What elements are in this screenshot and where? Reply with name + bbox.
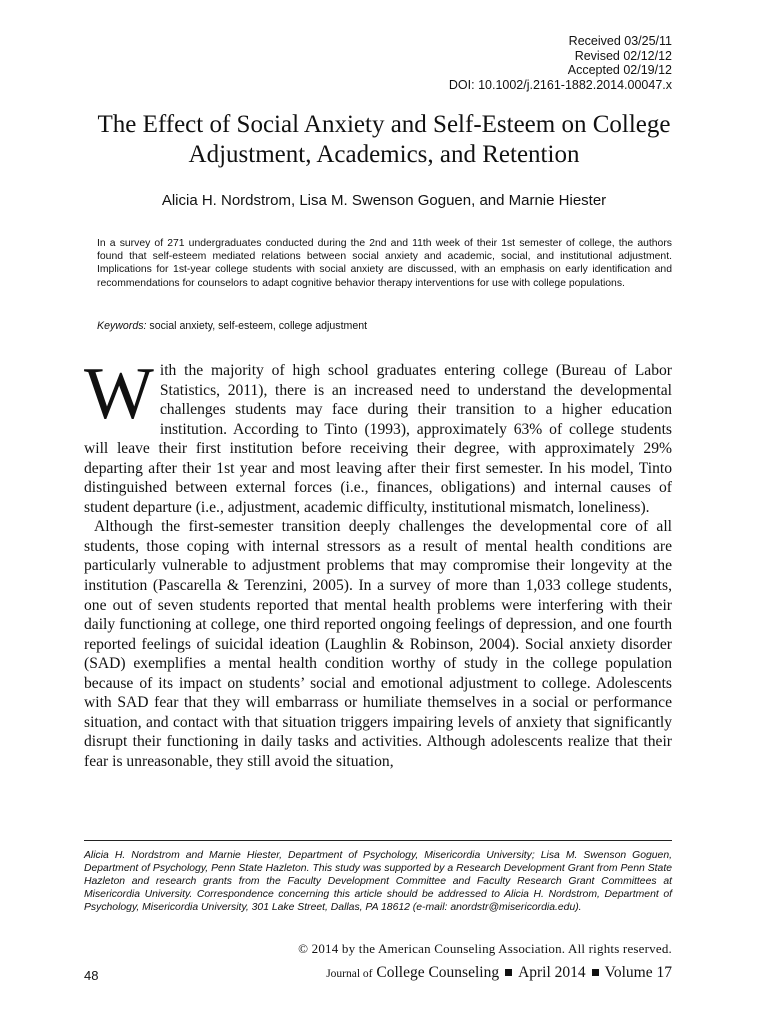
copyright-notice: © 2014 by the American Counseling Association. All rights reserved. [298, 941, 672, 956]
abstract: In a survey of 271 undergraduates conducted during the 2nd and 11th week of their 1st semester of college, the authors found that self-esteem mediated relations between social anxiety and academic, social, and institutional adjustment. Implications for 1st-year college students with social anxiety are discussed, with an emphasis on early identification and recommendations for counselors to adapt cognitive behavior therapy interventions for use with college populations. [97, 238, 672, 289]
body-paragraph-2: Although the first-semester transition deeply challenges the developmental core of all students, those coping with internal stressors as a result of mental health conditions are particularly vulnerable to adjustment problems that may compromise their longevity at the institution (Pascarella & Terenzini, 2005). In a survey of more than 1,033 college students, one out of seven students reported that mental health problems were interfering with their daily functioning at college, one third reported ongoing feelings of depression, and one fourth reported feelings of suicidal ideation (Laughlin & Robinson, 2004). Social anxiety disorder (SAD) exemplifies a mental health condition worthy of study in the college population because of its impact on students’ social and emotional adjustment to college. Adolescents with SAD fear that they will embarrass or humiliate themselves in a social or performance situation, and contact with that situation triggers impairing levels of anxiety that significantly disrupt their functioning in daily tasks and activities. Although adolescents realize that their fear is unreasonable, they still avoid the situation, [84, 518, 672, 770]
paragraph-1-text: ith the majority of high school graduates entering college (Bureau of Labor Statistics, 2011), there is an increased need to understand the developmental challenges students may face during their transition to a higher education institution. According to Tinto (1993), approximately 63% of college students will leave their first institution before receiving their degree, with approximately 29% departing after their 1st year and most leaving after their first semester. In his model, Tinto distinguished between external forces (i.e., finances, obligations) and internal causes of student departure (i.e., adjustment, academic difficulty, institutional mismatch, loneliness). [84, 362, 672, 516]
article-title: The Effect of Social Anxiety and Self-Esteem on College Adjustment, Academics, and Retention [97, 111, 671, 168]
received-date: Received 03/25/11 [568, 34, 672, 48]
article-authors: Alicia H. Nordstrom, Lisa M. Swenson Goguen, and Marnie Hiester [161, 192, 607, 209]
revised-date: Revised 02/12/12 [574, 48, 672, 63]
journal-name: College Counseling [376, 964, 500, 981]
accepted-date: Accepted 02/19/12 [567, 63, 672, 77]
square-bullet-icon [505, 969, 512, 976]
article-history [449, 34, 672, 92]
article-body [84, 353, 672, 771]
footnote-divider [84, 840, 672, 841]
journal-prefix: Journal of [326, 968, 373, 980]
square-bullet-icon [592, 969, 599, 976]
keywords-label: Keywords: [97, 320, 147, 332]
doi: DOI: 10.1002/j.2161-1882.2014.00047.x [448, 77, 672, 92]
body-paragraph-1 [84, 353, 672, 517]
volume-number: Volume 17 [604, 964, 672, 981]
page-number: 48 [84, 968, 99, 983]
running-footer [326, 964, 672, 983]
keywords-text: social anxiety, self-esteem, college adjustment [149, 320, 368, 332]
keywords [97, 320, 672, 333]
author-footnote: Alicia H. Nordstrom and Marnie Hiester, Department of Psychology, Misericordia University; Lisa M. Swenson Goguen, Department of Psychology, Penn State Hazleton. This study was supported by a Research Development Grant from Penn State Hazleton and research grants from the Faculty Development Committee and Faculty Research Grant Committees at Misericordia University. Correspondence concerning this article should be addressed to Alicia H. Nordstrom, Department of Psychology, Misericordia University, 301 Lake Street, Dallas, PA 18612 (e-mail: anordstr@misericordia.edu). [84, 850, 672, 914]
drop-cap: W [84, 353, 154, 435]
issue-date: April 2014 [518, 964, 586, 981]
